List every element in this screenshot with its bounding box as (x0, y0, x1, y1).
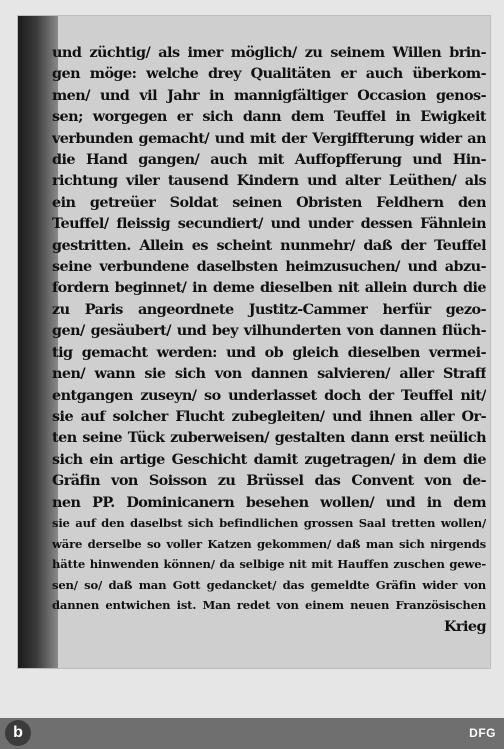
text-line: gen/ gesäubert/ und bey vilhunderten von dannen flüch- (52, 322, 486, 340)
small-text-line: dannen entwichen ist. Man redet von einem neuen Französischen (52, 598, 486, 613)
text-line: entgangen zuseyn/ so underlasset doch der Teuffel nit/ (52, 386, 486, 404)
text-line: Gräfin von Soisson zu Brüssel das Convent von de- (52, 472, 486, 490)
text-line: gen möge: welche drey Qualitäten er auch überkom- (52, 65, 486, 83)
text-line: Teuffel/ fleissig secundiert/ und under dessen Fähnlein (52, 215, 486, 233)
text-line: verbunden gemacht/ und mit der Vergiffterung wider an (52, 129, 486, 147)
small-text-line: sie auf den daselbst sich befindlichen grossen Saal tretten wollen/ (52, 515, 486, 530)
page-text (52, 42, 486, 637)
text-line: ein getreüer Soldat seinen Obristen Feldhern den (52, 193, 486, 211)
text-line: sen; worgegen er sich dann dem Teuffel in Ewigkeit (52, 108, 486, 126)
text-line: nen PP. Dominicanern besehen wollen/ und in dem (52, 493, 486, 511)
text-line: fordern beginnet/ in deme dieselben nit allein durch die (52, 279, 486, 297)
text-line: men/ und vil Jahr in mannigfältiger Occasion genos- (52, 86, 486, 104)
page-scan (18, 16, 490, 668)
text-line: gestritten. Allein es scheint nunmehr/ daß der Teuffel (52, 236, 486, 254)
text-line: ten seine Tück zuberweisen/ gestalten dann erst neülich (52, 429, 486, 447)
collection-badge-button[interactable]: b (5, 720, 31, 746)
text-line: tig gemacht werden: und ob gleich dieselben vermei- (52, 343, 486, 361)
dfg-logo: DFG (469, 726, 496, 740)
text-line: seine verbundene daselbsten heimzusuchen/ und abzu- (52, 258, 486, 276)
small-text-line: sen/ so/ daß man Gott gedancket/ das gemeldte Gräfin wider von (52, 577, 486, 592)
catchword: Krieg (443, 617, 486, 635)
small-text-line: hätte hinwenden können/ da selbige nit mit Hauffen zuschen gewe- (52, 557, 486, 572)
text-line: sich ein artige Geschicht damit zugetragen/ in dem die (52, 450, 486, 468)
viewer-footer (0, 718, 504, 749)
text-line: zu Paris angeordnete Justitz-Cammer herfür gezo- (52, 300, 486, 318)
text-line: nen/ wann sie sich von dannen salvieren/ aller Straff (52, 365, 486, 383)
text-line: und züchtig/ als imer möglich/ zu seinem Willen brin- (52, 44, 486, 61)
text-line: richtung viler tausend Kindern und alter Leüthen/ als (52, 172, 486, 190)
small-text-line: wäre derselbe so voller Katzen gekommen/ daß man sich nirgends (52, 536, 486, 551)
text-line: die Hand gangen/ auch mit Auffopfferung und Hin- (52, 151, 486, 169)
text-line: sie auf solcher Flucht zubegleiten/ und ihnen aller Or- (52, 407, 486, 425)
